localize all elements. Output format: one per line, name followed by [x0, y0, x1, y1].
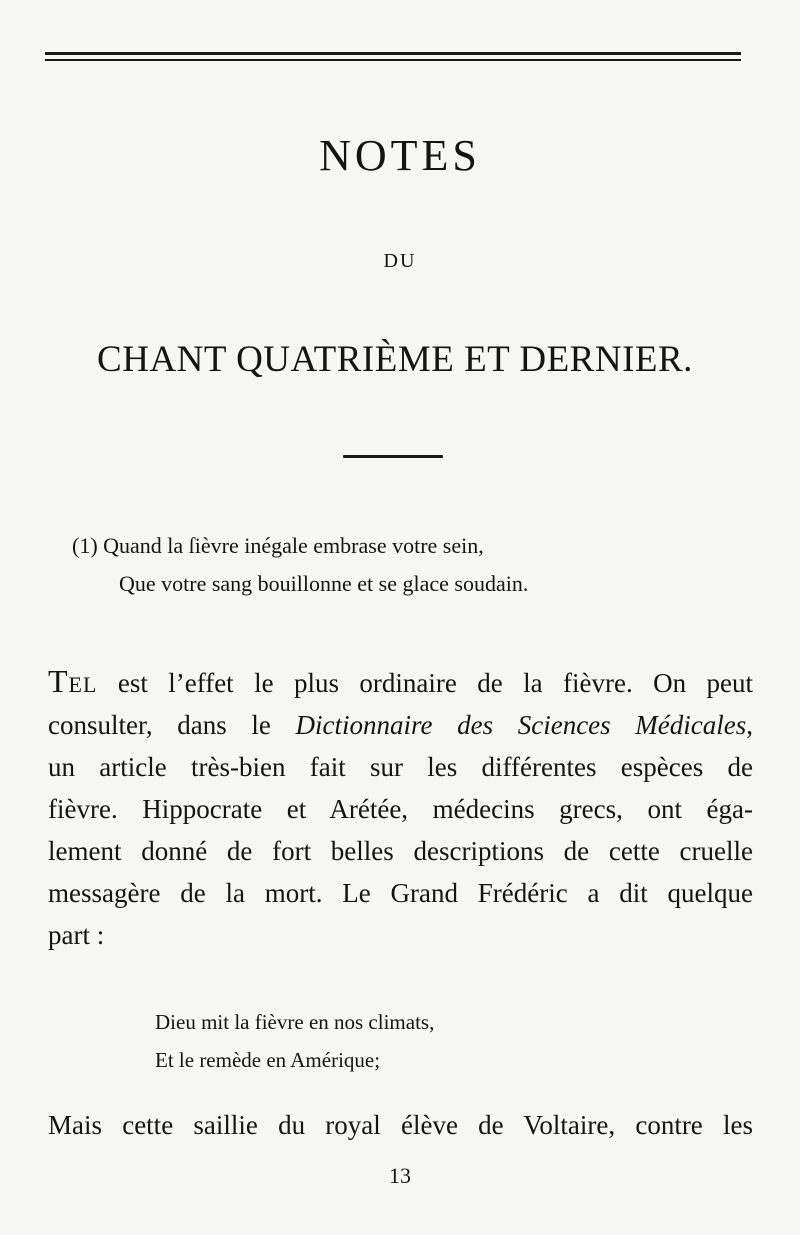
continuation-line: Mais cette saillie du royal élève de Voltaire, contre les [48, 1110, 753, 1140]
commentary-line-5: lement donné de fort belles descriptions de cette cruelle [48, 836, 753, 866]
commentary-line-2-a: consulter, dans le [48, 710, 296, 740]
chapter-subtitle: CHANT QUATRIÈME ET DERNIER. [97, 339, 693, 380]
commentary-line-1-rest: est l’effet le plus ordinaire de la fièvre. On peut [97, 668, 753, 698]
quoted-verse-line-1: Dieu mit la fièvre en nos climats, [155, 1010, 435, 1034]
commentary-line-4: fièvre. Hippocrate et Arétée, médecins grecs, ont éga- [48, 794, 753, 824]
commentary-paragraph [48, 660, 753, 956]
commentary-line-3: un article très-bien fait sur les différentes espèces de [48, 752, 753, 782]
note-verse-line-2: Que votre sang bouillonne et se glace soudain. [119, 571, 529, 596]
page-number: 13 [389, 1163, 411, 1188]
page-title: NOTES [319, 131, 481, 180]
note-marker: (1) [72, 533, 98, 558]
quoted-verse [155, 1003, 655, 1079]
note-verse [72, 527, 712, 603]
header-rule-thin [45, 59, 741, 61]
dictionary-title: Dictionnaire des Sciences Médicales [295, 710, 747, 740]
commentary-line-2 [48, 704, 753, 746]
section-divider [343, 455, 443, 458]
commentary-line-1 [48, 660, 753, 704]
header-rule-thick [45, 52, 741, 55]
quoted-verse-line-2: Et le remède en Amérique; [155, 1048, 381, 1072]
commentary-line-6: messagère de la mort. Le Grand Frédéric a dit quelque [48, 878, 753, 908]
commentary-line-2-b: , [746, 710, 753, 740]
header-double-rule [45, 52, 741, 62]
note-line-1-text: Quand la ſièvre inégale embrase votre sein, [103, 533, 484, 558]
title-connector: DU [383, 250, 417, 272]
commentary-first-word: Tel [48, 663, 98, 699]
note-verse-line-1 [72, 527, 712, 565]
commentary-line-7: part : [48, 920, 105, 950]
